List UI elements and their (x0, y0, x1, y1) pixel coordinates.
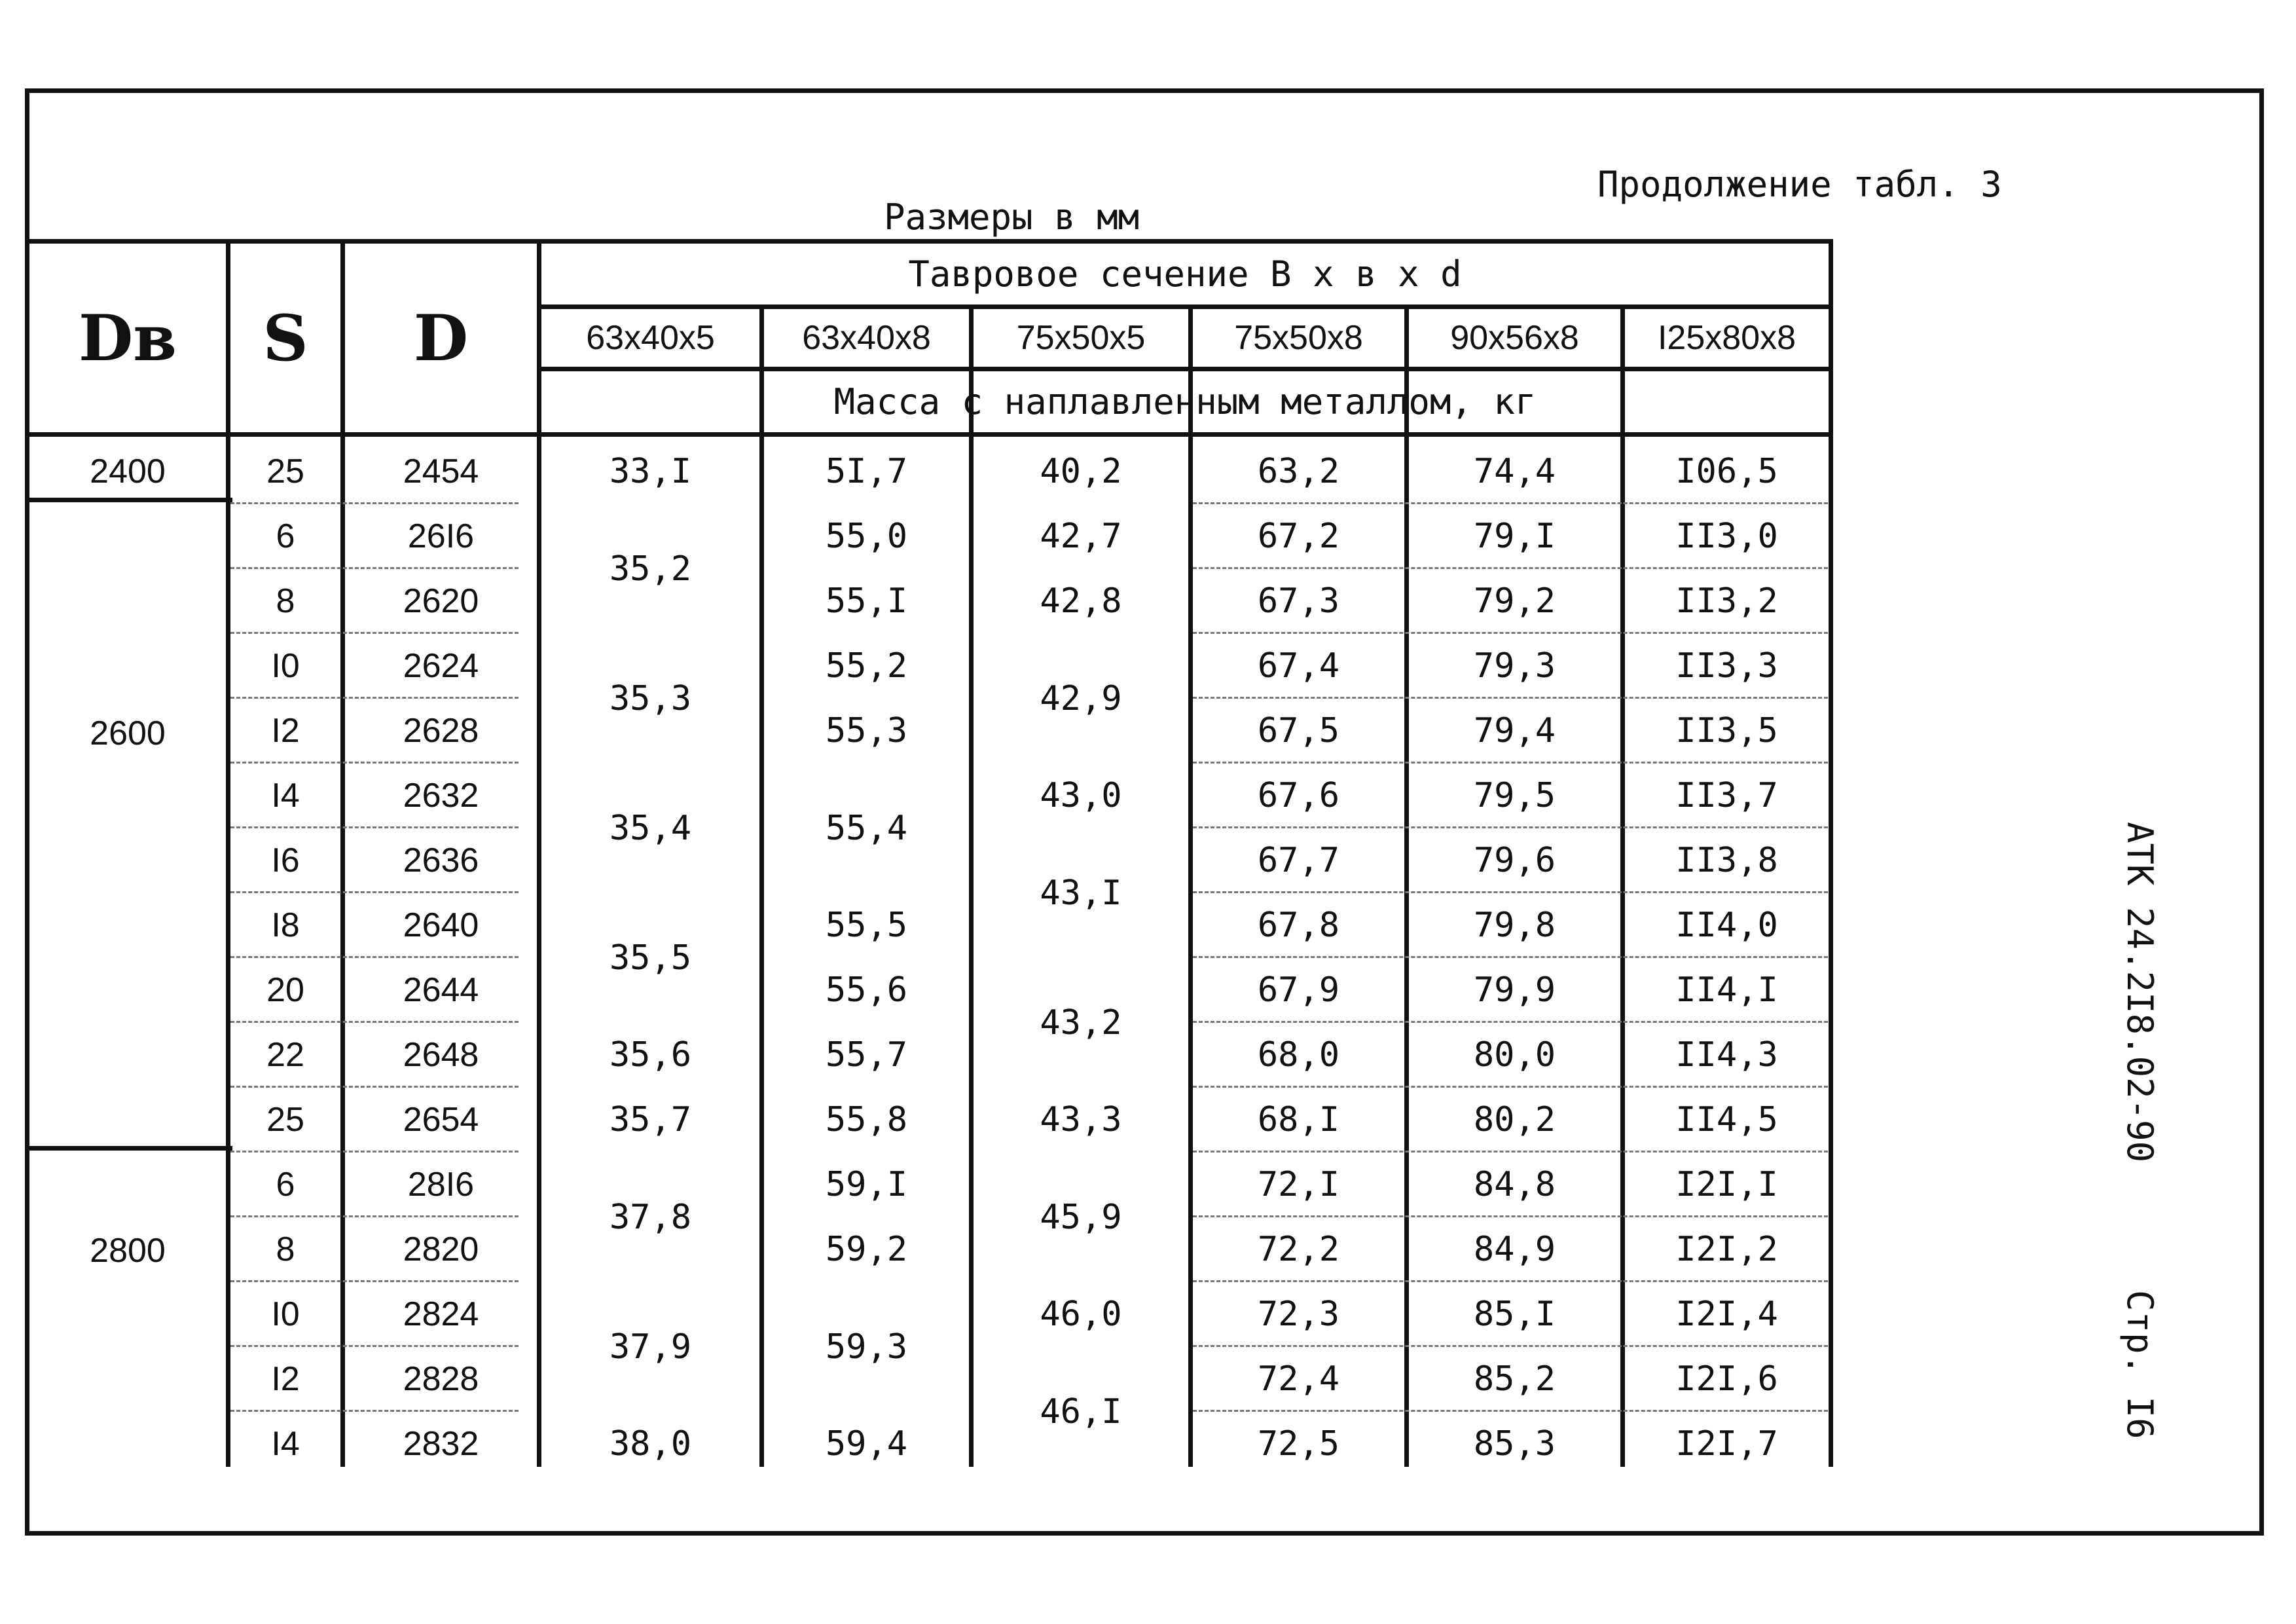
mass-cell-I25x80x8: I2I,2 (1675, 1230, 1778, 1269)
db-group: 2800 (90, 1232, 166, 1270)
mass-cell-I25x80x8: II4,0 (1675, 906, 1778, 945)
mass-cell-63x40x8: 59,2 (825, 1230, 908, 1269)
col-rule-6 (1188, 304, 1193, 1467)
section-63x40x8: 63x40x8 (802, 319, 931, 357)
mass-cell-63x40x8: 59,3 (825, 1327, 908, 1367)
s-cell: I8 (271, 906, 300, 944)
mass-cell-90x56x8: 74,4 (1473, 452, 1556, 491)
col-rule-1 (226, 239, 230, 1467)
section-63x40x5: 63x40x5 (586, 319, 715, 357)
mass-cell-I25x80x8: II4,5 (1675, 1100, 1778, 1139)
mass-cell-63x40x5: 33,I (609, 452, 692, 491)
mass-cell-I25x80x8: I2I,4 (1675, 1295, 1778, 1334)
section-I25x80x8: I25x80x8 (1657, 319, 1796, 357)
mass-cell-75x50x8: 67,7 (1257, 841, 1340, 880)
row-divider (230, 1086, 519, 1088)
col-header-db: Dв (79, 301, 177, 375)
continuation-label: Продолжение табл. 3 (1597, 164, 2002, 205)
s-cell: I6 (271, 841, 300, 879)
mass-cell-90x56x8: 80,2 (1473, 1100, 1556, 1139)
mass-cell-75x50x8: 67,6 (1257, 776, 1340, 815)
mass-cell-75x50x8: 72,2 (1257, 1230, 1340, 1269)
row-divider (1193, 697, 1828, 699)
table-top-rule (29, 239, 1833, 244)
row-divider (1193, 956, 1828, 958)
col-rule-4 (759, 304, 764, 1467)
row-divider (230, 567, 519, 569)
mass-cell-75x50x8: 72,3 (1257, 1295, 1340, 1334)
mass-cell-75x50x8: 72,I (1257, 1165, 1340, 1204)
row-divider (1193, 1345, 1828, 1347)
d-cell: 26I6 (407, 517, 475, 555)
section-title: Тавровое сечение В х в х d (908, 253, 1462, 295)
mass-cell-90x56x8: 85,3 (1473, 1424, 1556, 1464)
col-rule-8 (1620, 304, 1625, 1467)
mass-cell-I25x80x8: II3,0 (1675, 517, 1778, 556)
col-header-s: S (263, 301, 308, 375)
mass-cell-63x40x8: 55,8 (825, 1100, 908, 1139)
mass-cell-75x50x8: 67,2 (1257, 517, 1340, 556)
mass-cell-63x40x5: 35,2 (609, 549, 692, 589)
s-cell: I0 (271, 647, 300, 685)
section-75x50x8: 75x50x8 (1234, 319, 1363, 357)
row-divider (230, 956, 519, 958)
mass-cell-I25x80x8: II4,I (1675, 970, 1778, 1010)
mass-cell-75x50x5: 42,8 (1040, 581, 1122, 621)
mass-cell-75x50x5: 40,2 (1040, 452, 1122, 491)
s-cell: 25 (266, 452, 304, 490)
d-cell: 2820 (403, 1230, 479, 1268)
s-cell: 22 (266, 1036, 304, 1074)
mass-cell-63x40x5: 37,8 (609, 1197, 692, 1237)
mass-cell-75x50x5: 46,0 (1040, 1295, 1122, 1334)
mass-cell-63x40x5: 35,7 (609, 1100, 692, 1139)
row-divider (1193, 762, 1828, 764)
mass-cell-75x50x8: 68,I (1257, 1100, 1340, 1139)
row-divider (1193, 1021, 1828, 1023)
d-cell: 2628 (403, 712, 479, 750)
mass-cell-90x56x8: 85,2 (1473, 1359, 1556, 1399)
mass-cell-63x40x8: 55,4 (825, 808, 908, 848)
mass-cell-90x56x8: 84,8 (1473, 1165, 1556, 1204)
mass-cell-63x40x5: 37,9 (609, 1327, 692, 1367)
section-rule (537, 304, 1833, 309)
s-cell: 6 (276, 517, 295, 555)
mass-cell-I25x80x8: I06,5 (1675, 452, 1778, 491)
d-cell: 2454 (403, 452, 479, 490)
d-cell: 2640 (403, 906, 479, 944)
mass-cell-63x40x8: 59,4 (825, 1424, 908, 1464)
mass-cell-I25x80x8: II3,5 (1675, 711, 1778, 750)
mass-cell-90x56x8: 79,I (1473, 517, 1556, 556)
row-divider (230, 1280, 519, 1282)
col-rule-7 (1404, 304, 1409, 1467)
mass-cell-75x50x5: 45,9 (1040, 1197, 1122, 1237)
sizes-rule (537, 367, 1833, 371)
row-divider (230, 1345, 519, 1347)
mass-cell-90x56x8: 79,3 (1473, 646, 1556, 686)
d-cell: 2620 (403, 582, 479, 620)
mass-cell-I25x80x8: II4,3 (1675, 1035, 1778, 1075)
units-label: Размеры в мм (884, 196, 1140, 238)
mass-cell-75x50x5: 42,7 (1040, 517, 1122, 556)
mass-title: Масса с наплавленным металлом, кг (833, 381, 1537, 422)
d-cell: 2632 (403, 777, 479, 815)
d-cell: 2654 (403, 1101, 479, 1139)
mass-cell-90x56x8: 85,I (1473, 1295, 1556, 1334)
col-header-d: D (413, 301, 469, 375)
mass-cell-I25x80x8: I2I,6 (1675, 1359, 1778, 1399)
s-cell: 6 (276, 1166, 295, 1204)
page-number: Стр. I6 (2119, 1290, 2160, 1439)
row-divider (230, 697, 519, 699)
mass-cell-75x50x8: 72,5 (1257, 1424, 1340, 1464)
mass-cell-75x50x8: 68,0 (1257, 1035, 1340, 1075)
mass-cell-75x50x8: 67,8 (1257, 906, 1340, 945)
col-rule-9 (1829, 239, 1833, 1467)
mass-cell-63x40x8: 55,6 (825, 970, 908, 1010)
row-divider (1193, 826, 1828, 828)
mass-cell-I25x80x8: I2I,7 (1675, 1424, 1778, 1464)
db-2400-rule (29, 498, 232, 502)
mass-cell-63x40x5: 35,4 (609, 808, 692, 848)
row-divider (230, 1151, 519, 1153)
row-divider (1193, 891, 1828, 893)
s-cell: I2 (271, 1360, 300, 1398)
mass-cell-75x50x8: 67,4 (1257, 646, 1340, 686)
mass-cell-75x50x8: 67,5 (1257, 711, 1340, 750)
s-cell: 8 (276, 1230, 295, 1268)
mass-cell-75x50x5: 43,I (1040, 873, 1122, 913)
s-cell: 8 (276, 582, 295, 620)
row-divider (230, 1215, 519, 1217)
mass-cell-90x56x8: 79,2 (1473, 581, 1556, 621)
d-cell: 2828 (403, 1360, 479, 1398)
mass-cell-63x40x8: 5I,7 (825, 452, 908, 491)
row-divider (1193, 1151, 1828, 1153)
col-rule-3 (537, 239, 541, 1467)
mass-cell-75x50x8: 72,4 (1257, 1359, 1340, 1399)
mass-cell-63x40x8: 55,0 (825, 517, 908, 556)
s-cell: 20 (266, 971, 304, 1009)
row-divider (230, 1021, 519, 1023)
col-rule-5 (969, 304, 974, 1467)
mass-cell-63x40x5: 38,0 (609, 1424, 692, 1464)
s-cell: I4 (271, 1425, 300, 1463)
mass-cell-75x50x8: 67,3 (1257, 581, 1340, 621)
mass-cell-63x40x8: 55,I (825, 581, 908, 621)
mass-cell-63x40x8: 55,2 (825, 646, 908, 686)
section-75x50x5: 75x50x5 (1016, 319, 1146, 357)
mass-cell-90x56x8: 79,5 (1473, 776, 1556, 815)
mass-cell-75x50x8: 67,9 (1257, 970, 1340, 1010)
mass-cell-I25x80x8: I2I,I (1675, 1165, 1778, 1204)
col-rule-2 (340, 239, 345, 1467)
d-cell: 2648 (403, 1036, 479, 1074)
mass-cell-I25x80x8: II3,3 (1675, 646, 1778, 686)
mass-cell-75x50x5: 43,2 (1040, 1003, 1122, 1043)
row-divider (1193, 1410, 1828, 1412)
mass-cell-I25x80x8: II3,2 (1675, 581, 1778, 621)
row-divider (1193, 567, 1828, 569)
mass-cell-75x50x5: 46,I (1040, 1392, 1122, 1431)
d-cell: 2824 (403, 1295, 479, 1333)
d-cell: 2624 (403, 647, 479, 685)
mass-cell-I25x80x8: II3,7 (1675, 776, 1778, 815)
s-cell: 25 (266, 1101, 304, 1139)
row-divider (230, 632, 519, 634)
header-bottom-rule (29, 432, 1833, 437)
row-divider (1193, 1215, 1828, 1217)
row-divider (1193, 632, 1828, 634)
row-divider (1193, 1086, 1828, 1088)
db-group: 2400 (90, 452, 166, 490)
d-cell: 2644 (403, 971, 479, 1009)
mass-cell-75x50x5: 42,9 (1040, 678, 1122, 718)
d-cell: 2832 (403, 1425, 479, 1463)
mass-cell-63x40x8: 55,3 (825, 711, 908, 750)
db-2600-rule (29, 1146, 232, 1151)
row-divider (1193, 1280, 1828, 1282)
mass-cell-63x40x5: 35,5 (609, 938, 692, 978)
s-cell: I2 (271, 712, 300, 750)
row-divider (230, 826, 519, 828)
mass-cell-90x56x8: 80,0 (1473, 1035, 1556, 1075)
mass-cell-75x50x8: 63,2 (1257, 452, 1340, 491)
db-group: 2600 (90, 714, 166, 752)
section-90x56x8: 90x56x8 (1450, 319, 1579, 357)
mass-cell-63x40x5: 35,6 (609, 1035, 692, 1075)
d-cell: 28I6 (407, 1166, 475, 1204)
mass-cell-75x50x5: 43,3 (1040, 1100, 1122, 1139)
mass-cell-63x40x8: 59,I (825, 1165, 908, 1204)
mass-cell-75x50x5: 43,0 (1040, 776, 1122, 815)
s-cell: I0 (271, 1295, 300, 1333)
mass-cell-63x40x5: 35,3 (609, 678, 692, 718)
mass-cell-90x56x8: 79,8 (1473, 906, 1556, 945)
mass-cell-63x40x8: 55,7 (825, 1035, 908, 1075)
row-divider (230, 891, 519, 893)
s-cell: I4 (271, 777, 300, 815)
row-divider (230, 1410, 519, 1412)
mass-cell-63x40x8: 55,5 (825, 906, 908, 945)
mass-cell-90x56x8: 79,4 (1473, 711, 1556, 750)
mass-cell-90x56x8: 79,9 (1473, 970, 1556, 1010)
doc-code: АТК 24.2I8.02-90 (2119, 822, 2160, 1163)
row-divider (1193, 502, 1828, 504)
d-cell: 2636 (403, 841, 479, 879)
mass-cell-90x56x8: 79,6 (1473, 841, 1556, 880)
mass-cell-90x56x8: 84,9 (1473, 1230, 1556, 1269)
row-divider (230, 762, 519, 764)
row-divider (230, 502, 519, 504)
mass-cell-I25x80x8: II3,8 (1675, 841, 1778, 880)
